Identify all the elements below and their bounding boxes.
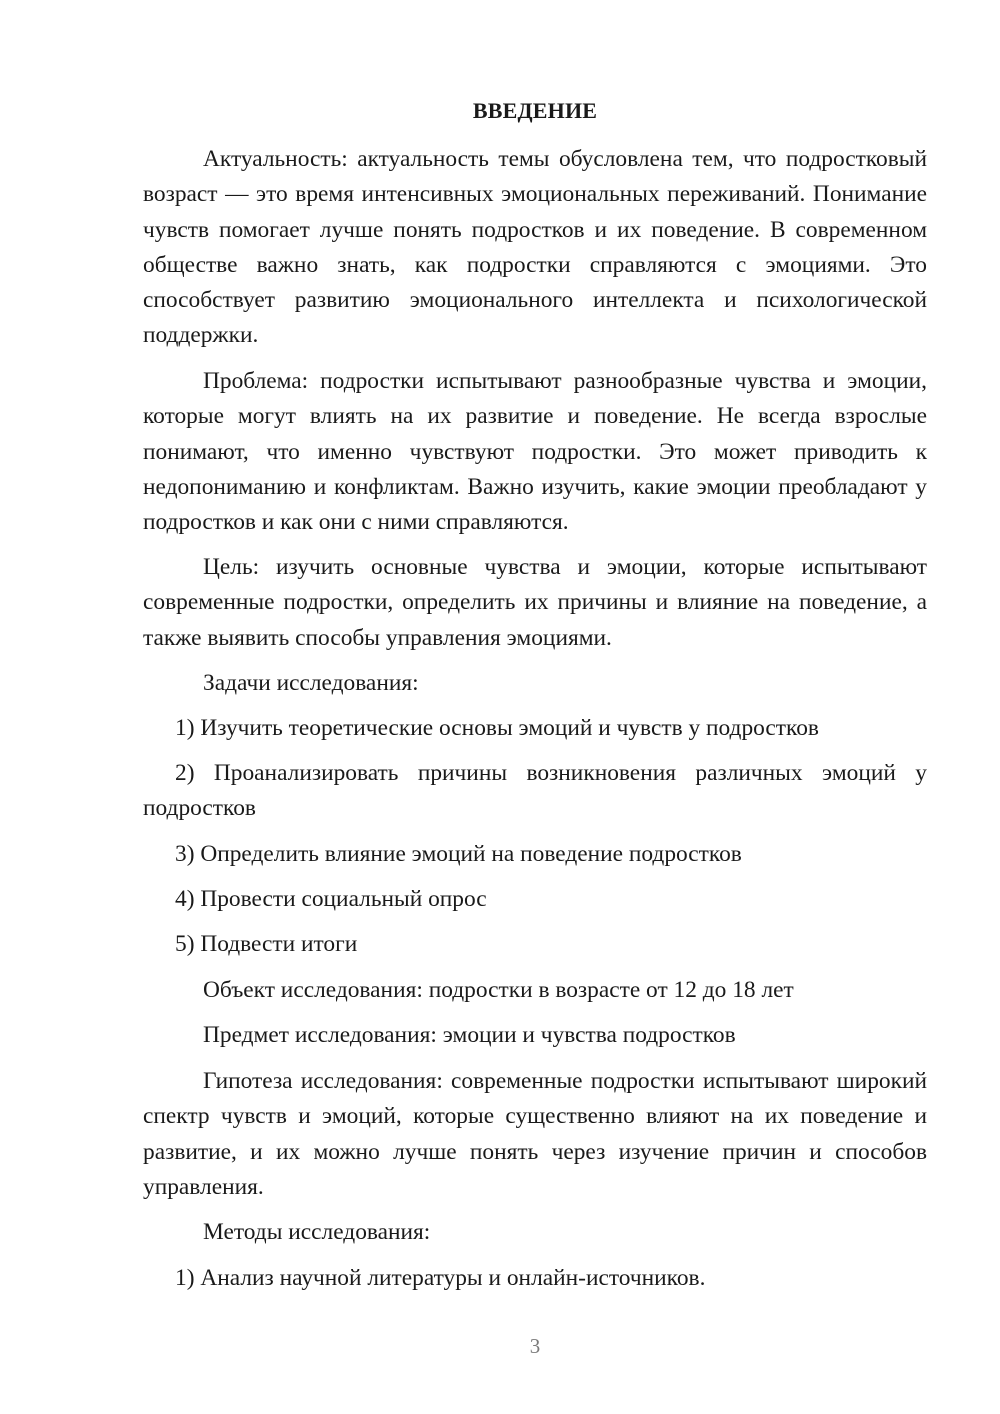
page-number: 3 xyxy=(529,1334,541,1358)
task-item-1: 1) Изучить теоретические основы эмоций и чувств у подростков xyxy=(175,715,819,741)
tasks-heading: Задачи исследования: xyxy=(203,670,419,696)
hypothesis-paragraph: Гипотеза исследования: современные подростки испытывают широкий спектр чувств и эмоций, которые существенно влияют на их поведение и развитие, и их можно лучше понять через изучение причин и способов управления. xyxy=(143,1068,927,1200)
problem-paragraph: Проблема: подростки испытывают разнообразные чувства и эмоции, которые могут влиять на их развитие и поведение. Не всегда взрослые понимают, что именно чувствуют подростки. Это может приводить к недопониманию и конфликтам. Важно изучить, какие эмоции преобладают у подростков и как они с ними справляются. xyxy=(143,368,927,536)
goal-paragraph: Цель: изучить основные чувства и эмоции, которые испытывают современные подростки, определить их причины и влияние на поведение, а также выявить способы управления эмоциями. xyxy=(143,554,927,651)
methods-heading: Методы исследования: xyxy=(203,1219,431,1245)
subject-paragraph: Предмет исследования: эмоции и чувства подростков xyxy=(203,1022,736,1048)
method-item-1: 1) Анализ научной литературы и онлайн-источников. xyxy=(175,1265,706,1291)
page-title: ВВЕДЕНИЕ xyxy=(472,98,598,123)
task-item-2: 2) Проанализировать причины возникновения различных эмоций у подростков xyxy=(143,760,927,822)
object-paragraph: Объект исследования: подростки в возрасте от 12 до 18 лет xyxy=(203,977,794,1003)
task-item-3: 3) Определить влияние эмоций на поведение подростков xyxy=(175,841,742,867)
relevance-paragraph: Актуальность: актуальность темы обусловлена тем, что подростковый возраст — это время интенсивных эмоциональных переживаний. Понимание чувств помогает лучше понять подростков и их поведение. В современном обществе важно знать, как подростки справляются с эмоциями. Это способствует развитию эмоционального интеллекта и психологической поддержки. xyxy=(143,146,927,349)
task-item-4: 4) Провести социальный опрос xyxy=(175,886,487,912)
task-item-5: 5) Подвести итоги xyxy=(175,931,358,957)
